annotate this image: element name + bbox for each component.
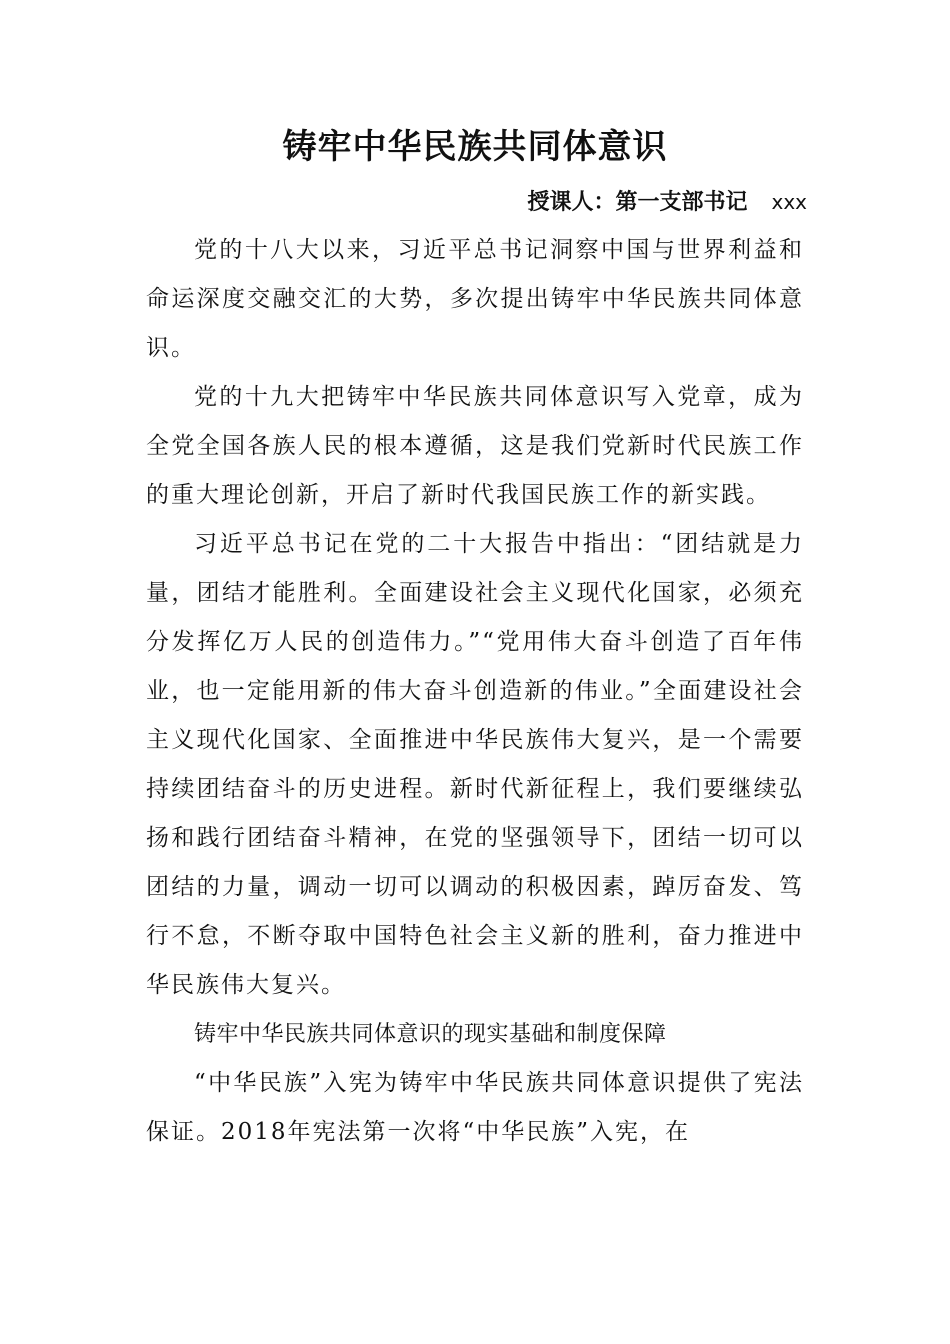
section-paragraph: “中华民族”入宪为铸牢中华民族共同体意识提供了宪法保证。2018年宪法第一次将“中华民族”入宪，在 <box>146 1070 804 1145</box>
paragraph-1: 党的十八大以来，习近平总书记洞察中国与世界利益和命运深度交融交汇的大势，多次提出铸牢中华民族共同体意识。 <box>146 237 804 361</box>
section-heading: 铸牢中华民族共同体意识的现实基础和制度保障 <box>194 1022 667 1047</box>
byline <box>527 182 807 223</box>
document-title: 铸牢中华民族共同体意识 <box>282 127 668 167</box>
document-body <box>146 226 804 1157</box>
byline-role: 授课人：第一支部书记 <box>527 190 748 215</box>
byline-name: xxx <box>771 190 807 214</box>
paragraph-2: 党的十九大把铸牢中华民族共同体意识写入党章，成为全党全国各族人民的根本遵循，这是我们党新时代民族工作的重大理论创新，开启了新时代我国民族工作的新实践。 <box>146 384 804 508</box>
paragraph-3: 习近平总书记在党的二十大报告中指出：“团结就是力量，团结才能胜利。全面建设社会主义现代化国家，必须充分发挥亿万人民的创造伟力。”“党用伟大奋斗创造了百年伟业，也一定能用新的伟大奋斗创造新的伟业。”全面建设社会主义现代化国家、全面推进中华民族伟大复兴，是一个需要持续团结奋斗的历史进程。新时代新征程上，我们要继续弘扬和践行团结奋斗精神，在党的坚强领导下，团结一切可以团结的力量，调动一切可以调动的积极因素，踔厉奋发、笃行不怠，不断夺取中国特色社会主义新的胜利，奋力推进中华民族伟大复兴。 <box>146 531 804 998</box>
